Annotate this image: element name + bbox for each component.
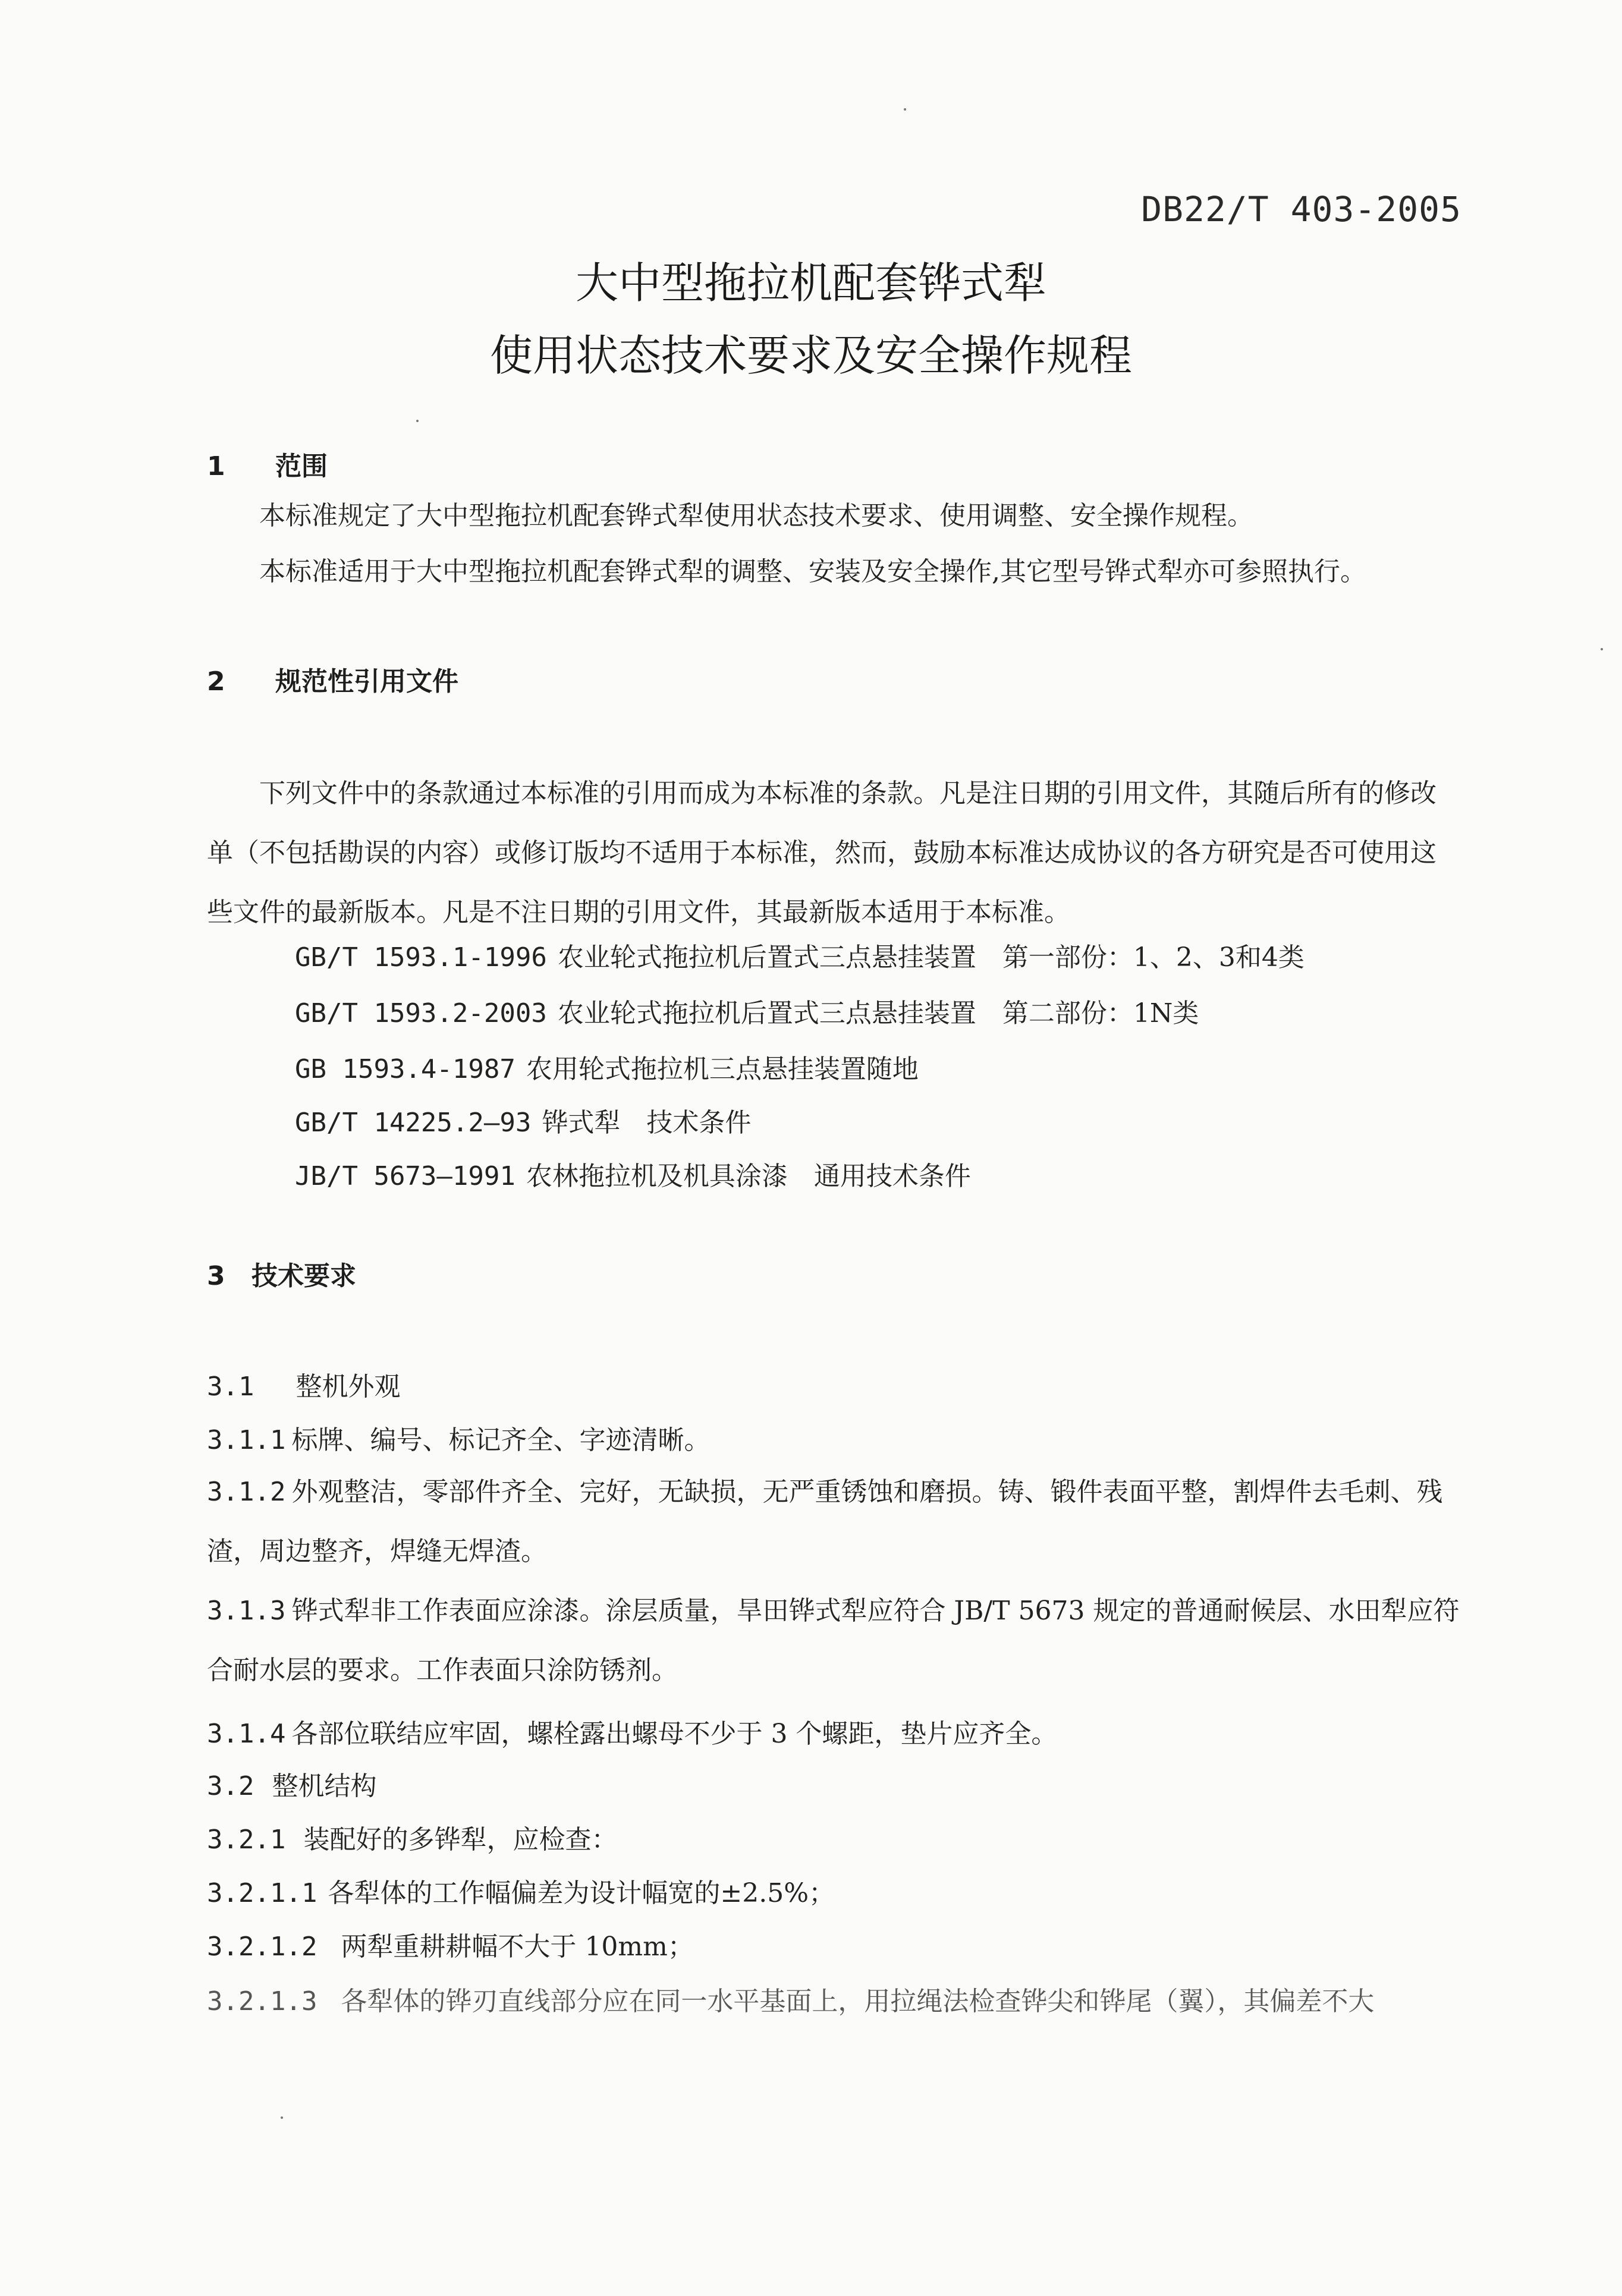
- clause-number: 3.1: [207, 1372, 254, 1402]
- reference-item: [295, 1101, 751, 1139]
- clause-3-2-1-2: [207, 1925, 694, 1963]
- document-title-line1: 大中型拖拉机配套铧式犁: [575, 258, 1046, 308]
- clause-text: 各犁体的工作幅偏差为设计幅宽的±2.5%；: [328, 1878, 835, 1908]
- section-title: 规范性引用文件: [275, 666, 458, 697]
- scan-speck: [1601, 648, 1603, 650]
- clause-number: 3.1.2: [207, 1477, 286, 1507]
- section-2-heading: [207, 660, 458, 698]
- reference-title: 农业轮式拖拉机后置式三点悬挂装置 第二部份：1N类: [557, 998, 1199, 1029]
- section-title: 技术要求: [252, 1261, 356, 1291]
- clause-3-1-1: [207, 1419, 710, 1457]
- clause-text: 两犁重耕耕幅不大于 10mm；: [341, 1932, 694, 1962]
- section-number: 1: [207, 451, 225, 482]
- clause-text: 装配好的多铧犁，应检查：: [303, 1825, 618, 1855]
- scan-speck: [904, 108, 906, 111]
- clause-text: 各部位联结应牢固，螺栓露出螺母不少于 3 个螺距，垫片应齐全。: [291, 1719, 1058, 1749]
- section-title: 范围: [275, 451, 328, 482]
- clause-3-1: [207, 1365, 400, 1403]
- standard-code: DB22/T 403-2005: [1141, 189, 1461, 229]
- clause-3-2-1: [207, 1818, 617, 1856]
- clause-number: 3.1.3: [207, 1596, 286, 1626]
- clause-number: 3.1.1: [207, 1425, 286, 1455]
- reference-title: 农用轮式拖拉机三点悬挂装置随地: [526, 1054, 919, 1084]
- clause-3-1-4: [207, 1712, 1057, 1750]
- section-number: 2: [207, 666, 225, 697]
- document-title-line2: 使用状态技术要求及安全操作规程: [489, 331, 1132, 380]
- clause-number: 3.2: [207, 1771, 254, 1801]
- clause-text: 整机外观: [296, 1372, 401, 1402]
- scan-speck: [416, 420, 419, 422]
- reference-title: 农业轮式拖拉机后置式三点悬挂装置 第一部份：1、2、3和4类: [557, 942, 1304, 973]
- section-number: 3: [207, 1261, 225, 1291]
- reference-item: [295, 1048, 919, 1086]
- clause-text: 铧式犁非工作表面应涂漆。涂层质量，旱田铧式犁应符合 JB/T 5673 规定的普通耐候层、水田犁应符合耐水层的要求。工作表面只涂防锈剂。: [207, 1596, 1460, 1685]
- section-3-heading: [207, 1254, 356, 1292]
- clause-text: 各犁体的铧刃直线部分应在同一水平基面上，用拉绳法检查铧尖和铧尾（翼），其偏差不大: [341, 1986, 1375, 2017]
- reference-code: GB 1593.4-1987: [295, 1054, 515, 1084]
- section-1-paragraph-1: 本标准规定了大中型拖拉机配套铧式犁使用状态技术要求、使用调整、安全操作规程。: [259, 501, 1253, 531]
- reference-code: GB/T 1593.1-1996: [295, 942, 547, 973]
- clause-number: 3.2.1.3: [207, 1986, 318, 2017]
- reference-code: GB/T 1593.2-2003: [295, 998, 547, 1029]
- reference-item: [295, 936, 1304, 974]
- reference-item: [295, 992, 1199, 1030]
- section-1-paragraph-2: 本标准适用于大中型拖拉机配套铧式犁的调整、安装及安全操作,其它型号铧式犁亦可参照执行。: [259, 556, 1366, 587]
- clause-text: 整机结构: [272, 1771, 377, 1801]
- scan-speck: [281, 2116, 283, 2119]
- reference-item: [295, 1155, 971, 1193]
- clause-3-2-1-3: [207, 1980, 1374, 2018]
- section-1-heading: [207, 445, 328, 483]
- reference-code: GB/T 14225.2—93: [295, 1108, 532, 1138]
- reference-title: 铧式犁 技术条件: [542, 1108, 752, 1138]
- clause-text: 标牌、编号、标记齐全、字迹清晰。: [291, 1425, 711, 1455]
- clause-number: 3.2.1.1: [207, 1878, 318, 1908]
- clause-3-1-3: [207, 1581, 1461, 1700]
- clause-3-2-1-1: [207, 1872, 835, 1910]
- clause-3-2: [207, 1765, 376, 1803]
- clause-3-1-2: [207, 1462, 1461, 1581]
- reference-title: 农林拖拉机及机具涂漆 通用技术条件: [526, 1161, 971, 1191]
- section-2-paragraph: 下列文件中的条款通过本标准的引用而成为本标准的条款。凡是注日期的引用文件，其随后所有的修改单（不包括勘误的内容）或修订版均不适用于本标准，然而，鼓励本标准达成协议的各方研究是否可使用这些文件的最新版本。凡是不注日期的引用文件，其最新版本适用于本标准。: [207, 778, 1436, 927]
- clause-text: 外观整洁，零部件齐全、完好，无缺损，无严重锈蚀和磨损。铸、锻件表面平整，割焊件去毛刺、残渣，周边整齐，焊缝无焊渣。: [207, 1477, 1443, 1567]
- reference-code: JB/T 5673—1991: [295, 1161, 515, 1191]
- clause-number: 3.2.1: [207, 1825, 286, 1855]
- clause-number: 3.1.4: [207, 1719, 286, 1749]
- clause-number: 3.2.1.2: [207, 1932, 318, 1962]
